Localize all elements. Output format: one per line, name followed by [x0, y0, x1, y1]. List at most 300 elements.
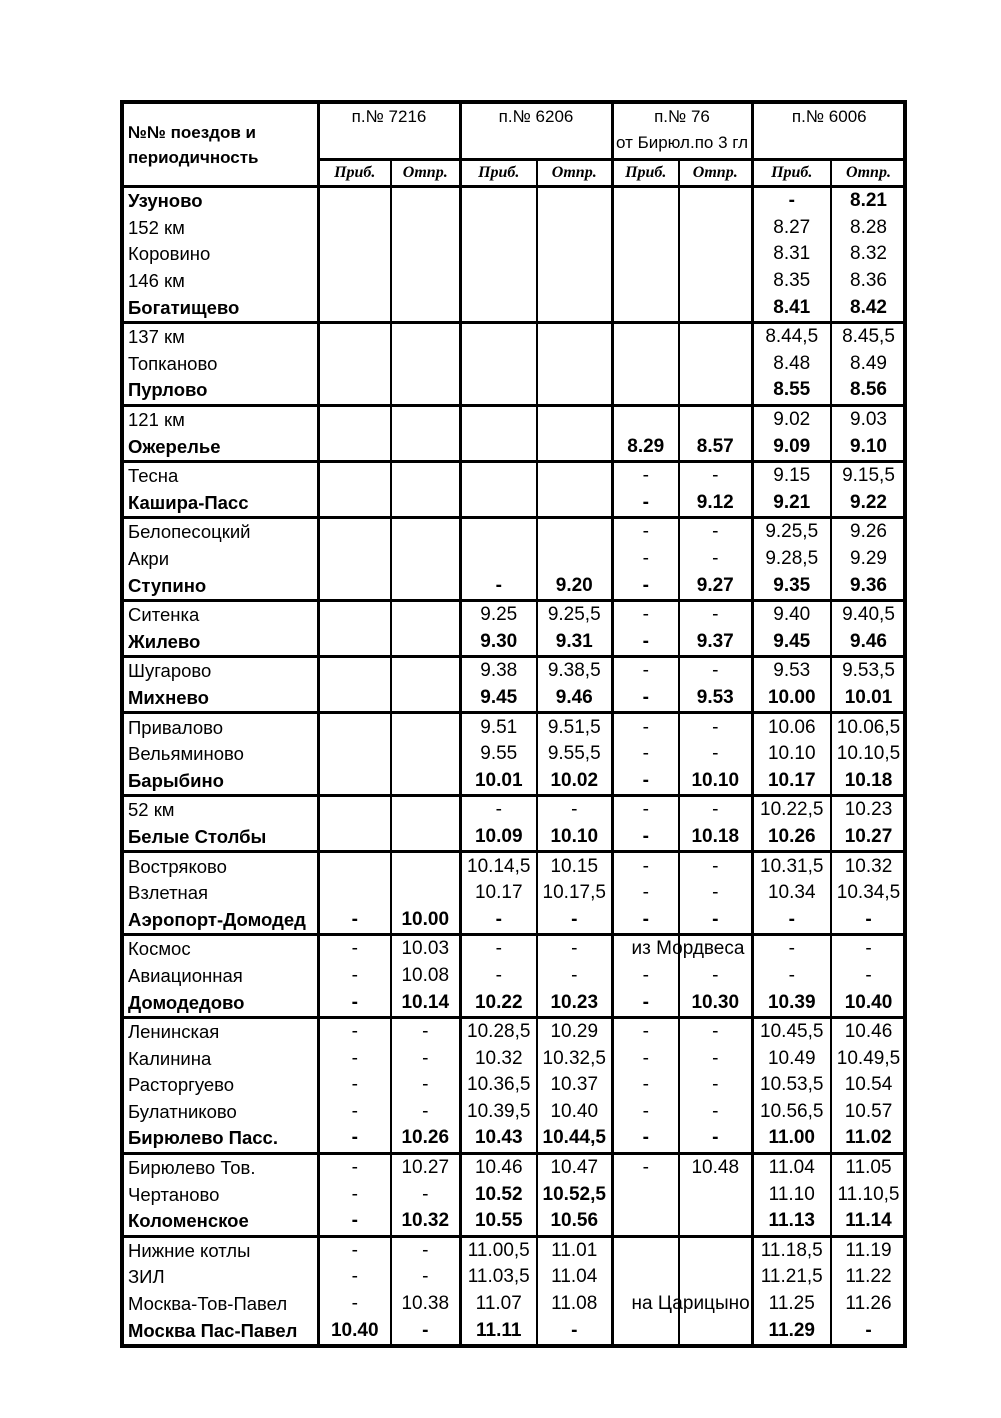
arrival-time: -: [612, 546, 679, 573]
depart-header: Отпр.: [537, 160, 612, 187]
departure-time: 8.56: [831, 377, 905, 405]
arrival-time: 11.25: [752, 1291, 831, 1318]
departure-time: -: [537, 796, 612, 824]
table-row: [124, 351, 905, 378]
departure-time: -: [679, 796, 752, 824]
departure-time: 10.34,5: [831, 880, 905, 907]
arrival-time: -: [752, 187, 831, 215]
departure-time: 10.48: [679, 1153, 752, 1181]
arrival-time: -: [460, 935, 537, 963]
arrival-time: [612, 268, 679, 295]
departure-time: 8.28: [831, 215, 905, 242]
departure-time: 10.38: [391, 1291, 460, 1318]
train-note: от Бирюл.по 3 гл: [615, 133, 749, 152]
departure-time: 9.20: [537, 572, 612, 600]
arrival-time: [612, 294, 679, 322]
departure-time: [391, 572, 460, 600]
departure-time: -: [679, 1099, 752, 1126]
departure-time: -: [831, 1317, 905, 1344]
station-name: Бирюлево Пасс.: [128, 1127, 278, 1149]
arrival-time: -: [612, 629, 679, 657]
arrival-time: [318, 685, 391, 713]
table-row: [124, 880, 905, 907]
departure-time: [679, 241, 752, 268]
timetable-sheet: [120, 100, 907, 1348]
arrival-time: 9.30: [460, 629, 537, 657]
arrival-time: -: [612, 741, 679, 768]
departure-time: 9.10: [831, 433, 905, 461]
departure-time: 11.14: [831, 1208, 905, 1236]
departure-time: 11.04: [537, 1264, 612, 1291]
departure-time: -: [679, 880, 752, 907]
departure-time: 10.06,5: [831, 713, 905, 741]
station-name: Булатниково: [128, 1100, 237, 1122]
arrival-time: 10.39: [752, 989, 831, 1017]
table-row: [124, 1125, 905, 1153]
arrival-time: 10.01: [460, 767, 537, 795]
arrival-time: -: [612, 1099, 679, 1126]
departure-time: -: [679, 600, 752, 628]
arrival-time: [460, 377, 537, 405]
departure-time: 10.15: [537, 852, 612, 880]
table-row: [124, 241, 905, 268]
station-name: 146 км: [128, 270, 185, 292]
station-name: Ситенка: [124, 600, 318, 628]
arrival-time: 10.45,5: [752, 1017, 831, 1045]
station-name: Белопесоцкий: [124, 518, 318, 546]
departure-time: 8.32: [831, 241, 905, 268]
departure-time: 8.45,5: [831, 322, 905, 350]
departure-time: 11.22: [831, 1264, 905, 1291]
departure-time: 10.26: [391, 1125, 460, 1153]
arrival-time: 10.22: [460, 989, 537, 1017]
arrival-time: [318, 629, 391, 657]
arrival-time: [460, 405, 537, 433]
arrival-time: 8.27: [752, 215, 831, 242]
train-timetable: [124, 104, 905, 1344]
train-number: п.№ 6006: [791, 107, 867, 126]
arrival-time: -: [460, 796, 537, 824]
arrival-time: -: [318, 1236, 391, 1264]
table-row: [124, 1236, 905, 1264]
train-header-6006: [752, 104, 905, 160]
departure-time: 9.27: [679, 572, 752, 600]
station-name: Бирюлево Тов.: [124, 1153, 318, 1181]
departure-time: 10.14: [391, 989, 460, 1017]
station-name: Богатищево: [128, 296, 240, 318]
arrival-time: [612, 1317, 679, 1344]
departure-time: 10.44,5: [537, 1125, 612, 1153]
departure-time: -: [391, 1264, 460, 1291]
departure-time: [679, 1317, 752, 1344]
departure-time: -: [679, 852, 752, 880]
station-name: Взлетная: [128, 882, 209, 904]
arrival-time: -: [612, 713, 679, 741]
station-name: 152 км: [128, 216, 185, 238]
arrival-time: 10.28,5: [460, 1017, 537, 1045]
departure-time: [679, 294, 752, 322]
arrival-time: [318, 880, 391, 907]
table-row: [124, 546, 905, 573]
table-row: [124, 852, 905, 880]
station-name: Чертаново: [128, 1183, 220, 1205]
arrival-time: 10.32: [460, 1045, 537, 1072]
departure-time: 10.32: [831, 852, 905, 880]
arrival-time: -: [612, 1153, 679, 1181]
station-name: Пурлово: [128, 379, 208, 401]
arrival-time: [612, 935, 745, 963]
table-row: [124, 1153, 905, 1181]
arrival-time: [318, 461, 391, 489]
arrival-time: -: [460, 572, 537, 600]
arrival-time: -: [318, 1125, 391, 1153]
arrival-time: 11.04: [752, 1153, 831, 1181]
departure-time: [537, 518, 612, 546]
departure-time: -: [679, 518, 752, 546]
station-name: Москва Пас-Павел: [128, 1319, 298, 1341]
arrival-time: -: [318, 906, 391, 934]
arrival-time: 11.11: [460, 1317, 537, 1344]
departure-time: -: [391, 1072, 460, 1099]
departure-time: [537, 377, 612, 405]
arrival-time: -: [612, 600, 679, 628]
arrival-time: -: [318, 935, 391, 963]
station-name: Белые Столбы: [128, 825, 267, 847]
station-name: Коломенское: [128, 1210, 249, 1232]
station-name: Ступино: [128, 574, 207, 596]
arrival-time: [318, 741, 391, 768]
departure-time: 10.10: [537, 824, 612, 852]
departure-time: [391, 187, 460, 215]
departure-time: -: [679, 963, 752, 990]
arrival-time: 10.06: [752, 713, 831, 741]
arrival-time: 10.40: [318, 1317, 391, 1344]
departure-time: [537, 294, 612, 322]
depart-header: Отпр.: [679, 160, 752, 187]
arrival-time: -: [612, 657, 679, 685]
departure-time: 10.27: [831, 824, 905, 852]
departure-time: [679, 1181, 752, 1208]
departure-time: -: [679, 657, 752, 685]
train-76-note: на Царицыно: [631, 1292, 750, 1314]
arrival-time: 11.10: [752, 1181, 831, 1208]
arrival-time: [460, 518, 537, 546]
arrival-time: [318, 852, 391, 880]
station-name: Тесна: [124, 461, 318, 489]
departure-time: 11.02: [831, 1125, 905, 1153]
arrival-time: [318, 767, 391, 795]
table-row: [124, 268, 905, 295]
arrival-time: [612, 215, 679, 242]
arrival-time: [318, 322, 391, 350]
arrival-time: 10.49: [752, 1045, 831, 1072]
arrival-time: 10.22,5: [752, 796, 831, 824]
departure-time: -: [679, 461, 752, 489]
departure-time: 9.46: [537, 685, 612, 713]
departure-time: [391, 518, 460, 546]
arrival-time: -: [612, 852, 679, 880]
departure-time: 9.31: [537, 629, 612, 657]
station-name: Ожерелье: [128, 435, 221, 457]
arrival-time: [460, 241, 537, 268]
arrival-time: 10.55: [460, 1208, 537, 1236]
departure-time: 11.26: [831, 1291, 905, 1318]
table-row: [124, 906, 905, 934]
station-name: ЗИЛ: [128, 1266, 165, 1288]
train-header-6206: [460, 104, 612, 160]
arrival-time: 9.51: [460, 713, 537, 741]
train-header-7216: [318, 104, 460, 160]
arrival-time: -: [612, 685, 679, 713]
arrival-time: 10.53,5: [752, 1072, 831, 1099]
departure-time: 11.19: [831, 1236, 905, 1264]
train-number: п.№ 6206: [498, 107, 574, 126]
station-name: Кашира-Пасс: [128, 491, 249, 513]
departure-time: [391, 600, 460, 628]
departure-time: 9.03: [831, 405, 905, 433]
departure-time: [537, 433, 612, 461]
departure-time: 10.01: [831, 685, 905, 713]
departure-time: 8.36: [831, 268, 905, 295]
departure-time: 9.15,5: [831, 461, 905, 489]
station-name: Привалово: [124, 713, 318, 741]
table-row: [124, 657, 905, 685]
departure-time: [391, 351, 460, 378]
table-row: [124, 741, 905, 768]
arrival-time: 9.40: [752, 600, 831, 628]
arrival-time: [612, 1181, 679, 1208]
station-name: Топканово: [128, 352, 218, 374]
train-header-76: [612, 104, 752, 160]
departure-time: 9.22: [831, 490, 905, 518]
departure-time: -: [831, 935, 905, 963]
departure-time: -: [391, 1099, 460, 1126]
header-corner-label: №№ поездов и периодичность: [124, 104, 318, 187]
arrival-time: [460, 546, 537, 573]
table-row: [124, 1208, 905, 1236]
arrival-time: -: [460, 906, 537, 934]
departure-time: 10.49,5: [831, 1045, 905, 1072]
departure-time: 9.29: [831, 546, 905, 573]
arrival-time: 9.35: [752, 572, 831, 600]
departure-time: [391, 657, 460, 685]
departure-time: 8.21: [831, 187, 905, 215]
arrival-time: -: [318, 1017, 391, 1045]
station-name: 52 км: [124, 796, 318, 824]
station-name: Аэропорт-Домодед: [128, 908, 306, 930]
table-body: [124, 187, 905, 1344]
arrival-time: 9.15: [752, 461, 831, 489]
arrival-time: -: [752, 935, 831, 963]
departure-time: [391, 880, 460, 907]
arrival-time: 8.48: [752, 351, 831, 378]
arrival-time: [318, 294, 391, 322]
depart-header: Отпр.: [391, 160, 460, 187]
arrival-time: [318, 433, 391, 461]
departure-time: -: [679, 713, 752, 741]
departure-time: 9.51,5: [537, 713, 612, 741]
departure-time: [679, 405, 752, 433]
departure-time: [391, 268, 460, 295]
departure-time: [391, 322, 460, 350]
departure-time: [391, 294, 460, 322]
arrival-time: -: [318, 1153, 391, 1181]
arrival-time: 10.34: [752, 880, 831, 907]
departure-time: [391, 405, 460, 433]
arrival-time: 9.21: [752, 490, 831, 518]
departure-time: -: [391, 1181, 460, 1208]
station-name: 137 км: [124, 322, 318, 350]
departure-time: 9.53,5: [831, 657, 905, 685]
station-name: Востряково: [124, 852, 318, 880]
arrival-time: -: [612, 572, 679, 600]
departure-time: [391, 546, 460, 573]
arrival-time: -: [612, 796, 679, 824]
arrival-time: [612, 1264, 679, 1291]
table-row: [124, 1317, 905, 1344]
arrival-time: -: [612, 490, 679, 518]
departure-time: 11.05: [831, 1153, 905, 1181]
departure-time: [537, 461, 612, 489]
arrival-time: [460, 215, 537, 242]
arrival-time: [612, 241, 679, 268]
departure-time: -: [679, 546, 752, 573]
table-header: [124, 104, 905, 187]
table-row: [124, 518, 905, 546]
arrival-time: 10.36,5: [460, 1072, 537, 1099]
departure-time: -: [391, 1045, 460, 1072]
departure-time: [679, 351, 752, 378]
arrival-time: 9.09: [752, 433, 831, 461]
departure-time: 10.32,5: [537, 1045, 612, 1072]
table-row: [124, 713, 905, 741]
arrival-time: [460, 351, 537, 378]
arrival-time: 10.00: [752, 685, 831, 713]
departure-time: [391, 215, 460, 242]
arrival-time: -: [318, 989, 391, 1017]
arrival-time: 11.07: [460, 1291, 537, 1318]
arrival-time: 11.21,5: [752, 1264, 831, 1291]
departure-time: [391, 490, 460, 518]
table-row: [124, 629, 905, 657]
arrival-time: 10.39,5: [460, 1099, 537, 1126]
departure-time: 10.00: [391, 906, 460, 934]
arrival-time: -: [612, 824, 679, 852]
departure-time: -: [391, 1017, 460, 1045]
table-row: [124, 322, 905, 350]
station-name: Домодедово: [128, 991, 245, 1013]
departure-time: 9.25,5: [537, 600, 612, 628]
departure-time: [679, 215, 752, 242]
arrival-time: -: [612, 1125, 679, 1153]
departure-time: 10.29: [537, 1017, 612, 1045]
departure-time: [679, 1208, 752, 1236]
arrival-time: 9.55: [460, 741, 537, 768]
departure-time: 9.36: [831, 572, 905, 600]
arrival-time: 11.00: [752, 1125, 831, 1153]
arrival-time: [460, 490, 537, 518]
arrival-time: 8.55: [752, 377, 831, 405]
arrival-time: 10.56,5: [752, 1099, 831, 1126]
station-name: Ленинская: [124, 1017, 318, 1045]
arrival-time: 8.41: [752, 294, 831, 322]
arrival-time: 8.31: [752, 241, 831, 268]
departure-time: [537, 268, 612, 295]
arrival-time: -: [318, 1181, 391, 1208]
arrival-time: [460, 322, 537, 350]
station-name: Шугарово: [124, 657, 318, 685]
arrival-time: -: [612, 963, 679, 990]
departure-time: 10.02: [537, 767, 612, 795]
arrival-time: [460, 187, 537, 215]
arrival-time: -: [612, 518, 679, 546]
arrival-time: 10.17: [460, 880, 537, 907]
train-number: п.№ 76: [654, 107, 710, 126]
departure-time: -: [679, 1125, 752, 1153]
departure-time: 10.40: [831, 989, 905, 1017]
arrival-time: [612, 322, 679, 350]
arrival-time: 11.29: [752, 1317, 831, 1344]
table-row: [124, 600, 905, 628]
arrival-time: [318, 713, 391, 741]
departure-time: [391, 377, 460, 405]
arrival-time: -: [612, 1072, 679, 1099]
station-name: Калинина: [128, 1047, 212, 1069]
departure-time: [391, 241, 460, 268]
departure-time: [391, 767, 460, 795]
arrival-time: -: [612, 1045, 679, 1072]
departure-time: 9.38,5: [537, 657, 612, 685]
departure-time: 10.57: [831, 1099, 905, 1126]
arrive-header: Приб.: [612, 160, 679, 187]
table-row: [124, 796, 905, 824]
departure-time: -: [679, 906, 752, 934]
departure-time: -: [537, 963, 612, 990]
departure-time: 10.46: [831, 1017, 905, 1045]
arrival-time: 9.28,5: [752, 546, 831, 573]
arrive-header: Приб.: [460, 160, 537, 187]
station-name: 121 км: [124, 405, 318, 433]
departure-time: 10.23: [831, 796, 905, 824]
departure-time: [391, 824, 460, 852]
arrival-time: 8.44,5: [752, 322, 831, 350]
table-row: [124, 215, 905, 242]
table-row: [124, 1045, 905, 1072]
arrival-time: [612, 351, 679, 378]
departure-time: [537, 187, 612, 215]
departure-time: 10.32: [391, 1208, 460, 1236]
departure-time: -: [537, 935, 612, 963]
arrival-time: [318, 572, 391, 600]
arrival-time: -: [318, 1208, 391, 1236]
arrival-time: [318, 490, 391, 518]
table-row: [124, 824, 905, 852]
arrival-time: 9.45: [460, 685, 537, 713]
arrival-time: 8.35: [752, 268, 831, 295]
departure-time: 10.18: [679, 824, 752, 852]
station-name: Авиационная: [128, 964, 243, 986]
arrive-header: Приб.: [318, 160, 391, 187]
departure-time: [537, 490, 612, 518]
arrival-time: -: [612, 461, 679, 489]
arrival-time: -: [612, 906, 679, 934]
departure-time: 9.40,5: [831, 600, 905, 628]
departure-time: [391, 852, 460, 880]
table-row: [124, 572, 905, 600]
departure-time: [537, 215, 612, 242]
arrival-time: -: [318, 1291, 391, 1318]
arrival-time: -: [318, 1045, 391, 1072]
